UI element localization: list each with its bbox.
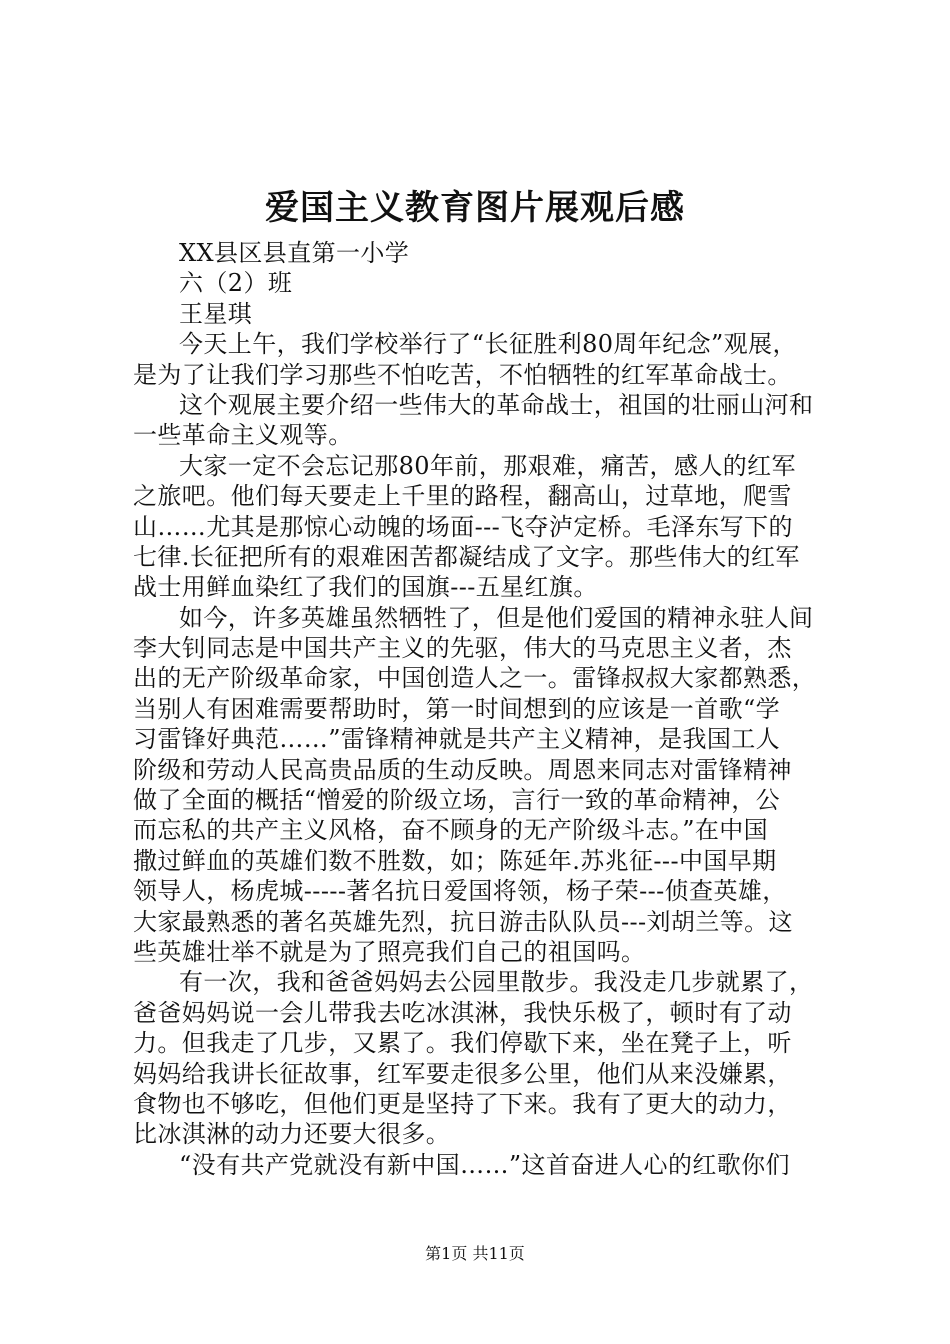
text-line: 战士用鲜血染红了我们的国旗---五星红旗。	[133, 573, 598, 602]
text-line: 习雷锋好典范……”雷锋精神就是共产主义精神，是我国工人	[133, 725, 781, 754]
text-line: 爸爸妈妈说一会儿带我去吃冰淇淋，我快乐极了，顿时有了动	[133, 998, 792, 1027]
text-line: 今天上午，我们学校举行了“长征胜利80周年纪念”观展，	[179, 330, 797, 359]
text-line: 如今，许多英雄虽然牺牲了，但是他们爱国的精神永驻人间	[179, 603, 814, 632]
text-line: 之旅吧。他们每天要走上千里的路程，翻高山，过草地，爬雪	[133, 482, 792, 511]
text-line: “没有共产党就没有新中国……”这首奋进人心的红歌你们	[179, 1150, 790, 1179]
text-line: 做了全面的概括“憎爱的阶级立场，言行一致的革命精神，公	[133, 786, 781, 815]
text-line: 出的无产阶级革命家，中国创造人之一。雷锋叔叔大家都熟悉，	[133, 664, 817, 693]
text-line: 领导人，杨虎城-----著名抗日爱国将领，杨子荣---侦查英雄，	[133, 877, 787, 906]
class-line: 六（2）班	[179, 269, 293, 298]
page-number: 第1页 共11页	[425, 1244, 525, 1263]
text-line: 当别人有困难需要帮助时，第一时间想到的应该是一首歌“学	[133, 694, 781, 723]
text-line: 阶级和劳动人民高贵品质的生动反映。周恩来同志对雷锋精神	[133, 755, 792, 784]
school-line: XX县区县直第一小学	[179, 239, 410, 267]
text-line: 些英雄壮举不就是为了照亮我们自己的祖国吗。	[133, 937, 646, 966]
text-line: 妈妈给我讲长征故事，红军要走很多公里，他们从来没嫌累，	[133, 1059, 792, 1088]
text-line: 有一次，我和爸爸妈妈去公园里散步。我没走几步就累了，	[179, 968, 814, 997]
text-line: 是为了让我们学习那些不怕吃苦，不怕牺牲的红军革命战士。	[133, 360, 792, 389]
text-line: 大家一定不会忘记那80年前，那艰难，痛苦，感人的红军	[179, 451, 796, 480]
text-line: 撒过鲜血的英雄们数不胜数，如；陈延年.苏兆征---中国早期	[133, 846, 777, 875]
document-body	[133, 238, 847, 1180]
document-title: 爱国主义教育图片展观后感	[265, 188, 685, 228]
text-line: 一些革命主义观等。	[133, 421, 353, 450]
text-line: 大家最熟悉的著名英雄先烈，抗日游击队队员---刘胡兰等。这	[133, 907, 793, 936]
text-line: 食物也不够吃，但他们更是坚持了下来。我有了更大的动力，	[133, 1089, 792, 1118]
text-line: 这个观展主要介绍一些伟大的革命战士，祖国的壮丽山河和	[179, 390, 814, 419]
text-line: 而忘私的共产主义风格，奋不顾身的无产阶级斗志。”在中国	[133, 816, 769, 845]
text-line: 李大钊同志是中国共产主义的先驱，伟大的马克思主义者，杰	[133, 634, 792, 663]
author-line: 王星琪	[179, 299, 253, 328]
text-line: 山……尤其是那惊心动魄的场面---飞夺泸定桥。毛泽东写下的	[133, 512, 793, 541]
text-line: 比冰淇淋的动力还要大很多。	[133, 1120, 451, 1149]
text-line: 力。但我走了几步，又累了。我们停歇下来，坐在凳子上，听	[133, 1029, 792, 1058]
text-line: 七律.长征把所有的艰难困苦都凝结成了文字。那些伟大的红军	[133, 542, 800, 571]
